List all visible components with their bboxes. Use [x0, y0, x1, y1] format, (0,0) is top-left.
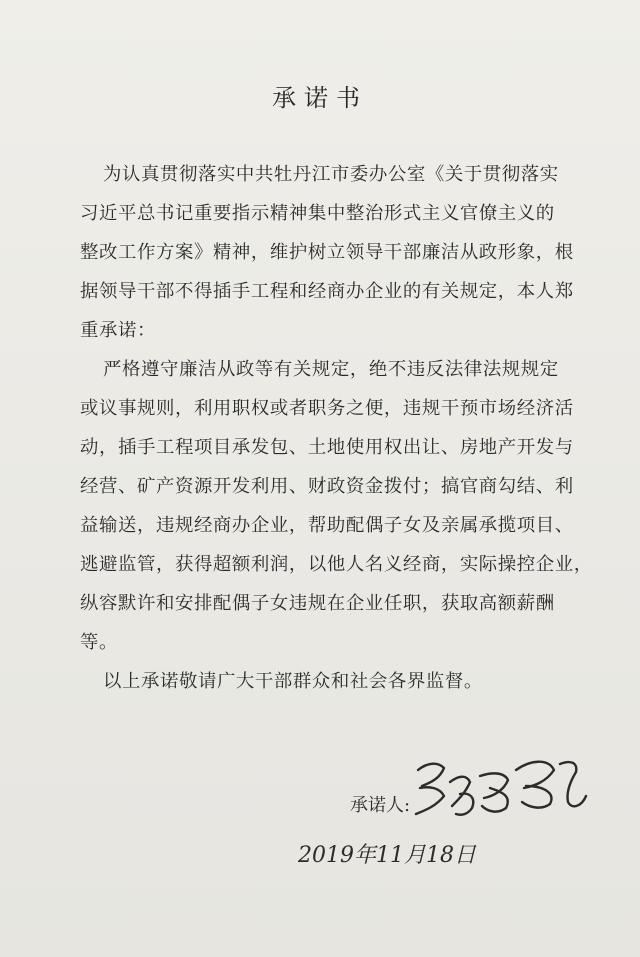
paragraph-line: 为认真贯彻落实中共牡丹江市委办公室《关于贯彻落实: [103, 164, 559, 185]
closing-line: 以上承诺敬请广大干部群众和社会各界监督。: [103, 671, 483, 692]
paragraph-line: 或议事规则，利用职权或者职务之便，违规干预市场经济活: [80, 398, 574, 419]
paragraph-line: 重承诺：: [80, 320, 156, 341]
paragraph-line: 经营、矿产资源开发利用、财政资金拨付；搞官商勾结、利: [80, 476, 574, 497]
handwritten-signature: [410, 752, 600, 832]
paragraph-line: 严格遵守廉洁从政等有关规定，绝不违反法律法规规定: [103, 359, 559, 380]
paragraph-line: 据领导干部不得插手工程和经商办企业的有关规定，本人郑: [80, 281, 574, 302]
date-text: 2019年11月18日: [298, 843, 476, 868]
handwritten-date: [298, 822, 498, 882]
paragraph-line: 纵容默许和安排配偶子女违规在企业任职，获取高额薪酬: [80, 593, 555, 614]
paragraph-line: 动，插手工程项目承发包、土地使用权出让、房地产开发与: [80, 437, 574, 458]
paragraph-line: 逃避监管，获得超额利润，以他人名义经商，实际操控企业，: [80, 554, 593, 575]
paragraph-line: 习近平总书记重要指示精神集中整治形式主义官僚主义的: [80, 203, 555, 224]
paragraph-line: 整改工作方案》精神，维护树立领导干部廉洁从政形象，根: [80, 242, 574, 263]
paragraph-line: 等。: [80, 632, 118, 653]
paragraph-line: 益输送，违规经商办企业，帮助配偶子女及亲属承揽项目、: [80, 515, 574, 536]
document-title: 承诺书: [272, 84, 368, 112]
signer-label: 承诺人:: [350, 795, 411, 816]
